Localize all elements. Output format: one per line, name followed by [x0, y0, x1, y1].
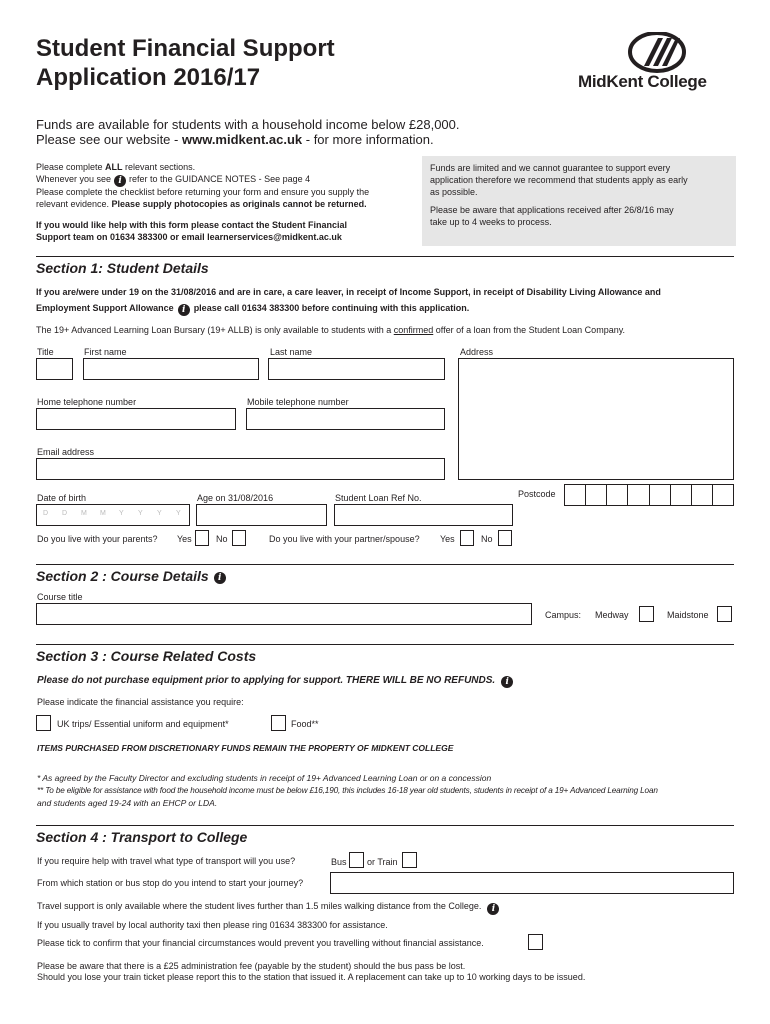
footnote-1: * As agreed by the Faculty Director and excluding students in receipt of 19+ Advanced Learning Loan or on a concession	[37, 773, 492, 783]
lost-ticket-note: Should you lose your train ticket please report this to the station that issued it. A replacement can take up to 10 working days to be issued.	[37, 972, 586, 982]
dob-ph-y3: Y	[157, 510, 162, 517]
first-name-input[interactable]	[83, 358, 259, 380]
course-title-label: Course title	[37, 592, 83, 602]
section4-heading: Section 4 : Transport to College	[36, 829, 248, 845]
form-title	[36, 34, 335, 92]
property-note: ITEMS PURCHASED FROM DISCRETIONARY FUNDS REMAIN THE PROPERTY OF MIDKENT COLLEGE	[37, 743, 454, 753]
help-block	[36, 219, 347, 243]
food-label: Food**	[291, 719, 319, 729]
medway-checkbox[interactable]	[639, 606, 654, 622]
instructions-block	[36, 161, 369, 210]
dob-ph-m1: M	[81, 510, 87, 517]
age-input[interactable]	[196, 504, 327, 526]
intro-line2-pre: Please see our website -	[36, 132, 182, 147]
loan-ref-input[interactable]	[334, 504, 513, 526]
warning-l2-pre: Employment Support Allowance	[36, 303, 174, 313]
info-icon: i	[114, 175, 126, 187]
website-link[interactable]: www.midkent.ac.uk	[181, 132, 303, 147]
form-title-line1: Student Financial Support	[36, 35, 335, 62]
mobile-phone-input[interactable]	[246, 408, 445, 430]
prevent-question: Please tick to confirm that your financial circumstances would prevent you travelling without financial assistance.	[37, 938, 484, 948]
section1-warning-line1: If you are/were under 19 on the 31/08/2016 and are in care, a care leaver, in receipt of Income Support, in receipt of Disability Living Allowance and	[36, 287, 661, 297]
parents-question: Do you live with your parents?	[37, 534, 158, 544]
instructions-line2	[36, 173, 369, 186]
age-label: Age on 31/08/2016	[197, 493, 274, 503]
instr-l2-pre: Whenever you see	[36, 174, 112, 184]
help-line1: If you would like help with this form please contact the Student Financial	[36, 220, 348, 230]
mkc-logo-icon	[578, 32, 738, 74]
uk-trips-label: UK trips/ Essential uniform and equipment*	[57, 719, 229, 729]
college-name: MidKent College	[578, 72, 707, 91]
form-title-line2: Application 2016/17	[36, 64, 261, 91]
allb-post: offer of a loan from the Student Loan Company.	[433, 325, 626, 335]
instructions-line1	[36, 161, 369, 173]
footnote-2: ** To be eligible for assistance with food the household income must be below £16,190, this includes 16-18 year old students, students in receipt of a 19+ Advanced Learning Loan	[37, 786, 658, 795]
allb-underline: confirmed	[393, 325, 434, 335]
food-checkbox[interactable]	[271, 715, 286, 731]
dob-ph-y4: Y	[176, 510, 181, 517]
email-label: Email address	[37, 447, 95, 457]
transport-question: If you require help with travel what type of transport will you use?	[37, 856, 296, 866]
title-input[interactable]	[36, 358, 73, 380]
intro-line1: Funds are available for students with a household income below £28,000.	[36, 117, 460, 132]
intro-text	[36, 117, 460, 147]
section2-divider	[36, 564, 734, 565]
train-label: or Train	[367, 857, 398, 867]
postcode-dividers	[564, 484, 734, 506]
partner-question: Do you live with your partner/spouse?	[269, 534, 420, 544]
dob-ph-d2: D	[62, 510, 68, 517]
course-title-input[interactable]	[36, 603, 532, 625]
allb-pre: The 19+ Advanced Learning Loan Bursary (19+ ALLB) is only available to students with a	[36, 325, 394, 335]
parents-yes-label: Yes	[177, 534, 192, 544]
parents-yes-checkbox[interactable]	[195, 530, 209, 546]
first-name-label: First name	[84, 347, 127, 357]
warning-l2-post: please call 01634 383300 before continuing with this application.	[193, 303, 470, 313]
intro-line2-post: - for more information.	[302, 132, 434, 147]
section3-warning	[37, 675, 513, 687]
notice-line5: take up to 4 weeks to process.	[430, 217, 552, 227]
help-line2: Support team on 01634 383300 or email learnerservices@midkent.ac.uk	[36, 232, 342, 242]
dob-placeholders	[36, 504, 190, 526]
section2-heading-text: Section 2 : Course Details	[36, 568, 209, 584]
parents-no-checkbox[interactable]	[232, 530, 246, 546]
notice-line1: Funds are limited and we cannot guarantee to support every	[430, 163, 671, 173]
allb-note	[36, 325, 625, 335]
address-input[interactable]	[458, 358, 734, 480]
partner-no-label: No	[481, 534, 493, 544]
notice-line4: Please be aware that applications received after 26/8/16 may	[430, 205, 674, 215]
bus-checkbox[interactable]	[349, 852, 364, 868]
section3-heading: Section 3 : Course Related Costs	[36, 648, 257, 664]
title-label: Title	[37, 347, 54, 357]
partner-yes-checkbox[interactable]	[460, 530, 474, 546]
station-input[interactable]	[330, 872, 734, 894]
section3-divider	[36, 644, 734, 645]
parents-no-label: No	[216, 534, 228, 544]
prevent-checkbox[interactable]	[528, 934, 543, 950]
mobile-phone-label: Mobile telephone number	[247, 397, 349, 407]
uk-trips-checkbox[interactable]	[36, 715, 51, 731]
section3-warning-text: Please do not purchase equipment prior to applying for support. THERE WILL BE NO REFUNDS.	[37, 675, 496, 686]
dob-ph-m2: M	[100, 510, 106, 517]
notice-line3: as possible.	[430, 187, 478, 197]
partner-no-checkbox[interactable]	[498, 530, 512, 546]
college-logo	[578, 32, 738, 92]
notice-line2: application therefore we recommend that students apply as early	[430, 175, 688, 185]
campus-label: Campus:	[545, 610, 582, 620]
instructions-line4	[36, 198, 369, 210]
intro-line2	[36, 132, 460, 147]
maidstone-label: Maidstone	[667, 610, 709, 620]
instructions-line3: Please complete the checklist before returning your form and ensure you supply the	[36, 187, 370, 197]
info-icon: i	[178, 304, 190, 316]
admin-fee-note: Please be aware that there is a £25 administration fee (payable by the student) should the bus pass be lost.	[37, 961, 466, 971]
dob-ph-y2: Y	[138, 510, 143, 517]
partner-yes-label: Yes	[440, 534, 455, 544]
taxi-note: If you usually travel by local authority taxi then please ring 01634 383300 for assistance.	[37, 920, 388, 930]
email-input[interactable]	[36, 458, 445, 480]
address-label: Address	[460, 347, 494, 357]
info-icon: i	[501, 676, 513, 688]
last-name-input[interactable]	[268, 358, 445, 380]
info-icon: i	[487, 903, 499, 915]
home-phone-label: Home telephone number	[37, 397, 137, 407]
maidstone-checkbox[interactable]	[717, 606, 732, 622]
train-checkbox[interactable]	[402, 852, 417, 868]
bus-label: Bus	[331, 857, 347, 867]
section1-divider	[36, 256, 734, 257]
instr-l4-pre: relevant evidence.	[36, 199, 112, 209]
section1-heading: Section 1: Student Details	[36, 260, 209, 276]
distance-note	[37, 901, 499, 913]
instr-l1-post: relevant sections.	[122, 162, 196, 172]
dob-ph-y1: Y	[119, 510, 124, 517]
instr-l2-post: refer to the GUIDANCE NOTES - See page 4	[129, 174, 311, 184]
notice-panel	[422, 156, 736, 246]
section1-warning-line2	[36, 303, 469, 315]
dob-label: Date of birth	[37, 493, 87, 503]
section2-heading	[36, 568, 226, 585]
instr-l1-pre: Please complete	[36, 162, 106, 172]
medway-label: Medway	[595, 610, 629, 620]
last-name-label: Last name	[270, 347, 313, 357]
home-phone-input[interactable]	[36, 408, 236, 430]
postcode-label: Postcode	[518, 489, 556, 499]
info-icon: i	[214, 572, 226, 584]
distance-note-text: Travel support is only available where the student lives further than 1.5 miles walking distance from the College.	[37, 901, 482, 911]
section4-divider	[36, 825, 734, 826]
station-question: From which station or bus stop do you intend to start your journey?	[37, 878, 304, 888]
dob-ph-d1: D	[43, 510, 49, 517]
loan-ref-label: Student Loan Ref No.	[335, 493, 422, 503]
indicate-assistance: Please indicate the financial assistance you require:	[37, 697, 244, 707]
footnote-3: and students aged 19-24 with an EHCP or LDA.	[37, 798, 218, 808]
instr-l1-bold: ALL	[105, 162, 123, 172]
instr-l4-bold: Please supply photocopies as originals cannot be returned.	[111, 199, 367, 209]
